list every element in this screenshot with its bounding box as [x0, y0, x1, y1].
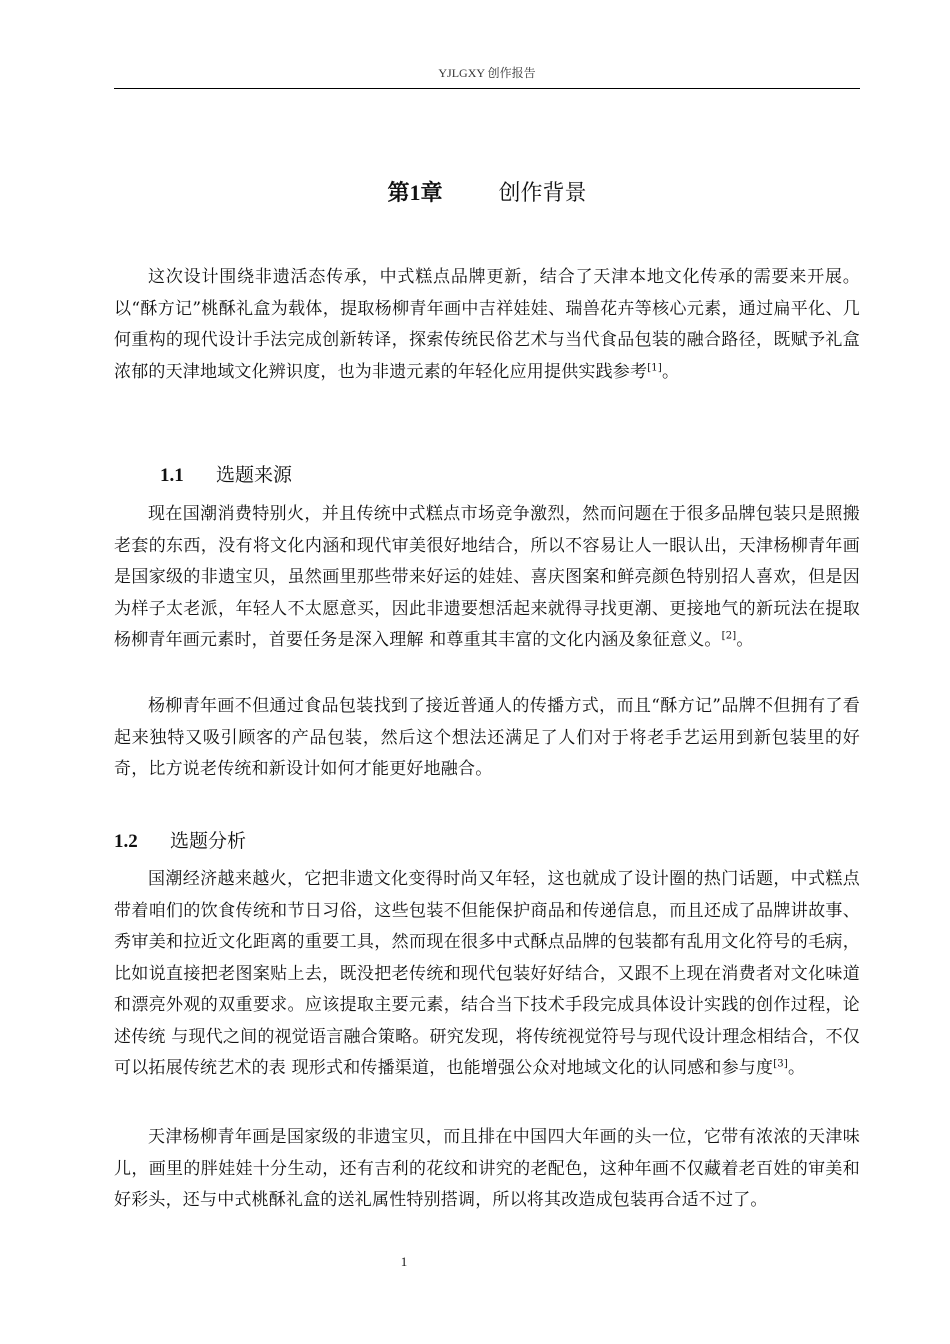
chapter-number: 第1章	[387, 180, 443, 205]
page-number: 1	[400, 1254, 408, 1269]
section-1-1-paragraph-2: 杨柳青年画不但通过食品包装找到了接近普通人的传播方式，而且“酥方记”品牌不但拥有了看起来独特又吸引顾客的产品包装，然后这个想法还满足了人们对于将老手艺运用到新包装里的好奇，比方说老传统和新设计如何才能更好地融合。	[114, 696, 860, 779]
section-number: 1.2	[114, 831, 138, 852]
citation-ref: [1]	[647, 361, 662, 373]
section-title: 选题分析	[170, 830, 247, 852]
section-heading-1-1	[160, 460, 292, 487]
page-footer	[114, 1254, 694, 1270]
section-heading-1-2	[114, 826, 246, 853]
chapter-title: 创作背景	[498, 181, 587, 206]
chapter-heading	[114, 176, 860, 207]
section-1-2-paragraph-1: 国潮经济越来越火，它把非遗文化变得时尚又年轻，这也就成了设计圈的热门话题，中式糕点带着咱们的饮食传统和节日习俗，这些包装不但能保护商品和传递信息，而且还成了品牌讲故事、秀审美和拉近文化距离的重要工具，然而现在很多中式酥点品牌的包装都有乱用文化符号的毛病，比如说直接把老图案贴上去，既没把老传统和现代包装好好结合，又跟不上现在消费者对文化味道和漂亮外观的双重要求。应该提取主要元素，结合当下技术手段完成具体设计实践的创作过程，论述传统 与现代之间的视觉语言融合策略。研究发现，将传统视觉符号与现代设计理念相结合，不仅可以拓展传统艺术的表 现形式和传播渠道，也能增强公众对地域文化的认同感和参与度[3]。	[114, 869, 860, 1078]
citation-ref: [2]	[721, 630, 737, 642]
page-header	[114, 64, 860, 89]
section-1-2-paragraph-2: 天津杨柳青年画是国家级的非遗宝贝，而且排在中国四大年画的头一位，它带有浓浓的天津味儿，画里的胖娃娃十分生动，还有吉利的花纹和讲究的老配色，这种年画不仅藏着老百姓的审美和好彩头，还与中式桃酥礼盒的送礼属性特别搭调，所以将其改造成包装再合适不过了。	[114, 1127, 860, 1210]
intro-paragraph: 这次设计围绕非遗活态传承，中式糕点品牌更新，结合了天津本地文化传承的需要来开展。以“酥方记”桃酥礼盒为载体，提取杨柳青年画中吉祥娃娃、瑞兽花卉等核心元素，通过扁平化、几何重构的现代设计手法完成创新转译，探索传统民俗艺术与当代食品包装的融合路径，既赋予礼盒浓郁的天津地域文化辨识度，也为非遗元素的年轻化应用提供实践参考[1]。	[114, 267, 860, 382]
section-1-1-paragraph-1: 现在国潮消费特别火，并且传统中式糕点市场竞争激烈，然而问题在于很多品牌包装只是照搬老套的东西，没有将文化内涵和现代审美很好地结合，所以不容易让人一眼认出，天津杨柳青年画是国家级的非遗宝贝，虽然画里那些带来好运的娃娃、喜庆图案和鲜亮颜色特别招人喜欢，但是因为样子太老派，年轻人不太愿意买，因此非遗要想活起来就得寻找更潮、更接地气的新玩法在提取杨柳青年画元素时，首要任务是深入理解 和尊重其丰富的文化内涵及象征意义。[2]。	[114, 504, 860, 650]
section-number: 1.1	[160, 465, 184, 486]
intro-text: 这次设计围绕非遗活态传承，中式糕点品牌更新，结合了天津本地文化传承的需要来开展。以“酥方记”桃酥礼盒为载体，提取杨柳青年画中吉祥娃娃、瑞兽花卉等核心元素，通过扁平化、几何重构的现代设计手法完成创新转译，探索传统民俗艺术与当代食品包装的融合路径，既赋予礼盒浓郁的天津地域文化辨识度，也为非遗元素的年轻化应用提供实践参考	[114, 267, 860, 382]
section-title: 选题来源	[216, 464, 293, 486]
header-title: YJLGXY 创作报告	[438, 66, 536, 80]
citation-ref: [3]	[773, 1058, 788, 1070]
